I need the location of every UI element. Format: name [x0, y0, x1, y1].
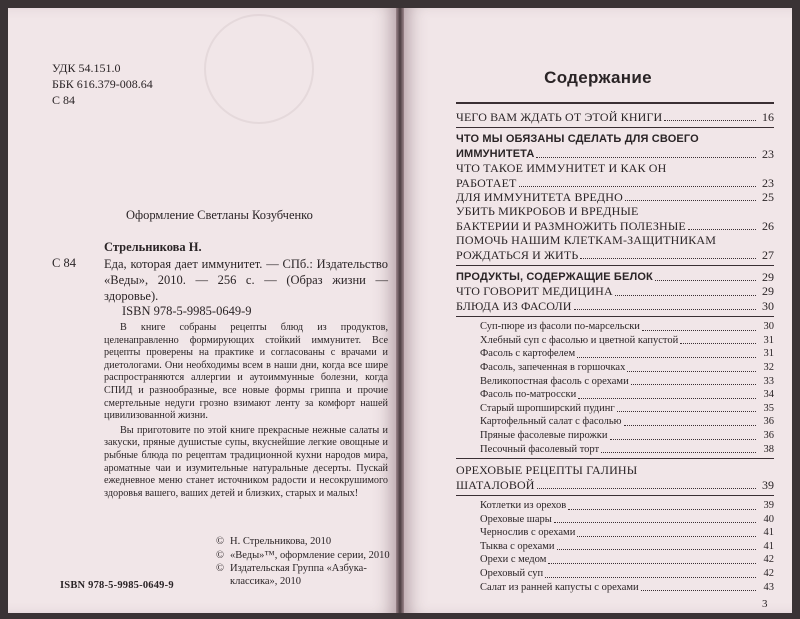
toc-entry	[480, 334, 774, 348]
toc-leader	[625, 200, 756, 201]
toc-entry	[456, 270, 774, 284]
toc-entry	[456, 299, 774, 313]
page-number: 3	[762, 598, 768, 610]
toc-entry-page: 41	[763, 540, 774, 552]
toc-entry-page: 30	[763, 321, 774, 333]
toc-entry-page: 16	[762, 110, 774, 124]
toc-section-protein	[456, 266, 774, 317]
catalog-codes	[52, 60, 153, 108]
copyright-line	[216, 536, 392, 549]
toc-entry-title: Ореховый суп	[480, 568, 544, 579]
toc-entry-page: 42	[763, 568, 774, 579]
toc-leader	[664, 120, 756, 121]
toc-entry-title: Фасоль с картофелем	[480, 348, 576, 360]
toc-entry-title-line: УБИТЬ МИКРОБОВ И ВРЕДНЫЕ	[456, 204, 639, 219]
lbc-code: ББК 616.379-008.64	[52, 77, 153, 91]
toc-entry-title: Котлетки из орехов	[480, 500, 567, 512]
toc-leader	[627, 371, 756, 372]
toc-entry-title: Пряные фасолевые пирожки	[480, 430, 608, 442]
toc-entry-title: Хлебный суп с фасолью и цветной капустой	[480, 334, 679, 346]
toc-leader	[601, 452, 756, 453]
toc-entry-page: 39	[763, 500, 774, 512]
copyright-text: Н. Стрельникова, 2010	[230, 536, 332, 547]
toc-entry-title: БАКТЕРИИ И РАЗМНОЖИТЬ ПОЛЕЗНЫЕ	[456, 218, 686, 233]
toc-entry-page: 36	[763, 430, 774, 442]
toc-leader	[641, 590, 756, 591]
toc-leader	[554, 522, 756, 523]
toc-leader	[610, 439, 756, 440]
toc-entry	[480, 361, 774, 375]
copyright-symbol: ©	[216, 536, 224, 547]
toc-entry-page: 39	[762, 477, 774, 492]
toc-entry-title: Суп-пюре из фасоли по-марсельски	[480, 321, 640, 333]
toc-entry-page: 29	[762, 284, 774, 299]
toc-entry-title: Чернослив с орехами	[480, 527, 576, 539]
toc-entry-title: Фасоль, запеченная в горшочках	[480, 362, 626, 374]
toc-entry	[480, 581, 774, 595]
toc-section-nuts	[456, 459, 774, 496]
toc-entry	[480, 347, 774, 361]
copyright-block	[216, 536, 392, 588]
copyright-text: Издательская Группа «Азбука-классика», 2010	[230, 563, 367, 587]
toc-entry	[480, 415, 774, 429]
toc-leader	[580, 258, 756, 259]
toc-section-intro	[456, 106, 774, 128]
toc-entry	[480, 553, 774, 567]
toc-section-head-tail: ИММУНИТЕТА	[456, 147, 535, 160]
toc-entry-page: 41	[763, 527, 774, 539]
toc-leader	[680, 343, 756, 344]
toc-section-head: БЛЮДА ИЗ ФАСОЛИ	[456, 298, 572, 313]
isbn-footer: ISBN 978-5-9985-0649-9	[60, 580, 174, 591]
annotation-paragraph: В книге собраны рецепты блюд из продуктов, целенаправленно формирующих стойкий иммунитет. Все рецепты проверены на практике и согласованы с врачами и диетологами. Они необходимы всем в наши дни, когда все шире распространяются аллергии и аутоиммунные болезни, когда СПИД и разнообразные, все новые формы гриппа и прочие смертельные недуги грозно взимают ленту за комфорт нашей цивилизованной жизни.	[104, 322, 388, 422]
toc-entry	[480, 526, 774, 540]
table-of-contents	[456, 106, 774, 596]
toc-entry	[480, 402, 774, 416]
toc-leader	[642, 330, 756, 331]
copyright-text: «Веды»™, оформление серии, 2010	[230, 549, 390, 561]
toc-entry-title: Песочный фасолевый торт	[480, 443, 600, 455]
toc-entry	[480, 320, 774, 334]
toc-entry-title: ДЛЯ ИММУНИТЕТА ВРЕДНО	[456, 190, 623, 205]
toc-leader	[537, 488, 756, 489]
annotation	[104, 322, 388, 500]
toc-entry	[480, 513, 774, 527]
toc-entry-title: Тыква с орехами	[480, 540, 555, 552]
toc-entry	[456, 110, 774, 124]
toc-leader	[577, 357, 756, 358]
toc-title: Содержание	[544, 68, 652, 87]
toc-leader	[577, 536, 756, 537]
toc-leader	[617, 411, 756, 412]
toc-leader	[631, 384, 756, 385]
toc-entry	[456, 190, 774, 204]
toc-subsection-nuts	[456, 496, 774, 596]
toc-entry-title: Старый шропширский пудинг	[480, 402, 615, 414]
toc-section-head: ПРОДУКТЫ, СОДЕРЖАЩИЕ БЕЛОК	[456, 271, 653, 284]
toc-entry-page: 43	[763, 581, 774, 593]
toc-entry-page: 40	[763, 513, 774, 525]
copyright-symbol: ©	[216, 563, 224, 574]
toc-entry-page: 35	[763, 402, 774, 414]
toc-entry	[480, 540, 774, 554]
toc-entry	[456, 147, 774, 161]
toc-entry-page: 29	[762, 270, 774, 285]
right-page	[404, 8, 792, 613]
toc-section-head: ЧТО МЫ ОБЯЗАНЫ СДЕЛАТЬ ДЛЯ СВОЕГО	[456, 133, 699, 146]
toc-entry	[456, 478, 774, 492]
toc-entry-title: Великопостная фасоль с орехами	[480, 375, 629, 387]
left-page	[8, 8, 396, 613]
toc-entry	[480, 499, 774, 513]
bibliographic-record: Еда, которая дает иммунитет. — СПб.: Издательство «Веды», 2010. — 256 с. — (Образ жизни — здоровье).	[104, 257, 388, 303]
toc-entry-page: 30	[762, 298, 774, 313]
author-name: Стрельникова Н.	[104, 240, 202, 254]
toc-entry-page: 31	[763, 348, 774, 360]
toc-entry-page: 23	[762, 175, 774, 190]
toc-entry	[480, 375, 774, 389]
toc-entry-title: Ореховые шары	[480, 513, 552, 525]
toc-entry-page: 25	[762, 190, 774, 205]
copyright-line	[216, 563, 392, 588]
toc-section-head-tail: ШАТАЛОВОЙ	[456, 477, 535, 492]
book-gutter	[396, 8, 404, 613]
toc-leader	[655, 280, 756, 281]
toc-leader	[557, 549, 757, 550]
toc-entry	[456, 176, 774, 190]
toc-entry	[456, 284, 774, 298]
toc-entry-page: 27	[762, 247, 774, 262]
show-through-stamp	[204, 14, 314, 124]
annotation-paragraph: Вы приготовите по этой книге прекрасные нежные салаты и закуски, пряные душистые супы, вкуснейшие легкие овощные и рыбные блюда по рецептам традиционной кухни народов мира, ароматные чаи и изумительные натуральные десерты. Пускай ежедневное меню станет источником радости и несокрушимого здоровья вашего, ваших детей и близких, старых и малых!	[104, 424, 388, 499]
toc-leader	[548, 563, 756, 564]
toc-entry-title: Салат из ранней капусты с орехами	[480, 581, 639, 593]
toc-leader	[615, 295, 756, 296]
toc-entry-page: 32	[763, 362, 774, 374]
toc-entry	[480, 429, 774, 443]
copyright-symbol: ©	[216, 549, 224, 561]
toc-entry-page: 31	[763, 334, 774, 346]
toc-entry-page: 26	[762, 218, 774, 233]
toc-entry-title: РАБОТАЕТ	[456, 175, 517, 190]
author-mark: С 84	[52, 93, 76, 107]
toc-leader	[545, 577, 756, 578]
toc-leader	[578, 398, 756, 399]
toc-entry-title-line: ЧТО ТАКОЕ ИММУНИТЕТ И КАК ОН	[456, 161, 667, 176]
toc-leader	[688, 229, 756, 230]
udc-code: УДК 54.151.0	[52, 61, 121, 75]
toc-entry-page: 23	[762, 146, 774, 161]
toc-entry	[456, 248, 774, 262]
toc-leader	[568, 509, 756, 510]
toc-entry-title: РОЖДАТЬСЯ И ЖИТЬ	[456, 247, 579, 262]
toc-entry-title: Картофельный салат с фасолью	[480, 416, 622, 428]
toc-entry	[480, 567, 774, 581]
toc-entry-page: 36	[763, 416, 774, 428]
toc-section-immunity	[456, 128, 774, 266]
toc-entry	[480, 388, 774, 402]
toc-entry-page: 33	[763, 375, 774, 387]
toc-rule	[456, 102, 774, 104]
toc-section-head: ОРЕХОВЫЕ РЕЦЕПТЫ ГАЛИНЫ	[456, 463, 638, 478]
toc-entry-page: 38	[763, 443, 774, 455]
library-code: С 84	[52, 256, 76, 270]
toc-entry-title-line: ПОМОЧЬ НАШИМ КЛЕТКАМ-ЗАЩИТНИКАМ	[456, 233, 717, 248]
toc-leader	[624, 425, 756, 426]
toc-entry-page: 42	[763, 554, 774, 566]
toc-entry	[456, 219, 774, 233]
copyright-line	[216, 550, 392, 563]
toc-leader	[519, 186, 756, 187]
toc-entry-title: Фасоль по-матросски	[480, 389, 577, 401]
toc-entry-title: ЧЕГО ВАМ ЖДАТЬ ОТ ЭТОЙ КНИГИ	[456, 110, 663, 124]
toc-leader	[574, 309, 756, 310]
toc-entry	[480, 443, 774, 457]
toc-leader	[536, 157, 756, 158]
toc-entry-page: 34	[763, 389, 774, 401]
designer-credit: Оформление Светланы Козубченко	[126, 208, 313, 222]
toc-entry-title: ЧТО ГОВОРИТ МЕДИЦИНА	[456, 284, 613, 299]
toc-entry-title: Орехи с медом	[480, 554, 547, 566]
isbn: ISBN 978-5-9985-0649-9	[122, 304, 252, 318]
toc-subsection-beans	[456, 317, 774, 459]
